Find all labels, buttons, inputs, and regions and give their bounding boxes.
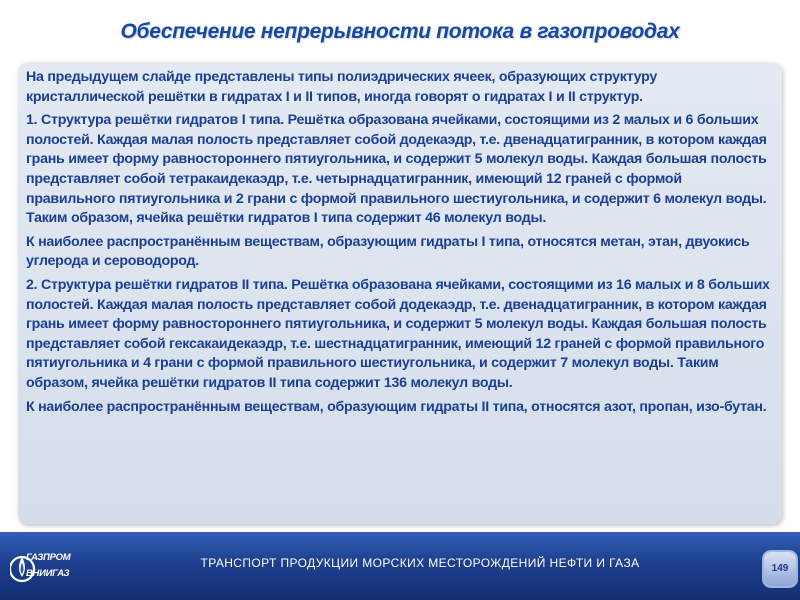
paragraph-type-2-substances: К наиболее распространённым веществам, образующим гидраты II типа, относятся азот, пропан, изо-бутан. [26, 398, 767, 415]
slide-title: Обеспечение непрерывности потока в газопроводах [120, 20, 680, 43]
logo-text-gazprom: ГАЗПРОМ [26, 552, 71, 563]
logo-text-vniigaz: ВНИИГАЗ [26, 568, 70, 579]
page-number-badge: 149 [762, 550, 798, 588]
paragraph-intro: На предыдущем слайде представлены типы полиэдрических ячеек, образующих структуру кристаллической решётки в гидратах I и II типов, иногда говорят о гидратах I и II структур. [26, 69, 657, 105]
paragraph-hydrate-type-1: 1. Структура решётки гидратов I типа. Решётка образована ячейками, состоящими из 2 малых и 6 больших полостей. Каждая малая полость представляет собой додекаэдр, т.е. двенадцатигранник, в котором каждая грань имеет форму равностороннего пятиугольника, и содержит 5 молекул воды. Каждая большая полость представляет собой тетракаидекаэдр, т.е. четырнадцатигранник, имеющий 12 граней с формой правильного пятиугольника и 2 грани с формой правильного шестиугольника, и содержит 6 молекул воды. Таким образом, ячейка решётки гидратов I типа содержит 46 молекул воды. [26, 112, 767, 227]
footer-caption: ТРАНСПОРТ ПРОДУКЦИИ МОРСКИХ МЕСТОРОЖДЕНИЙ НЕФТИ И ГАЗА [200, 556, 640, 570]
slide-body [26, 68, 774, 421]
paragraph-hydrate-type-2: 2. Структура решётки гидратов II типа. Решётка образована ячейками, состоящими из 16 малых и 8 больших полостей. Каждая малая полость представляет собой додекаэдр, т.е. двенадцатигранник, в котором каждая грань имеет форму равностороннего пятиугольника, и содержит 5 молекул воды. Каждая большая полость представляет собой гексакаидекаэдр, т.е. шестнадцатигранник, имеющий 12 граней с формой правильного пятиугольника и 4 грани с формой правильного шестиугольника, и содержит 7 молекул воды. Таким образом, ячейка решётки гидратов II типа содержит 136 молекул воды. [26, 276, 770, 391]
paragraph-type-1-substances: К наиболее распространённым веществам, образующим гидраты I типа, относятся метан, этан, двуокись углерода и сероводород. [26, 233, 750, 270]
